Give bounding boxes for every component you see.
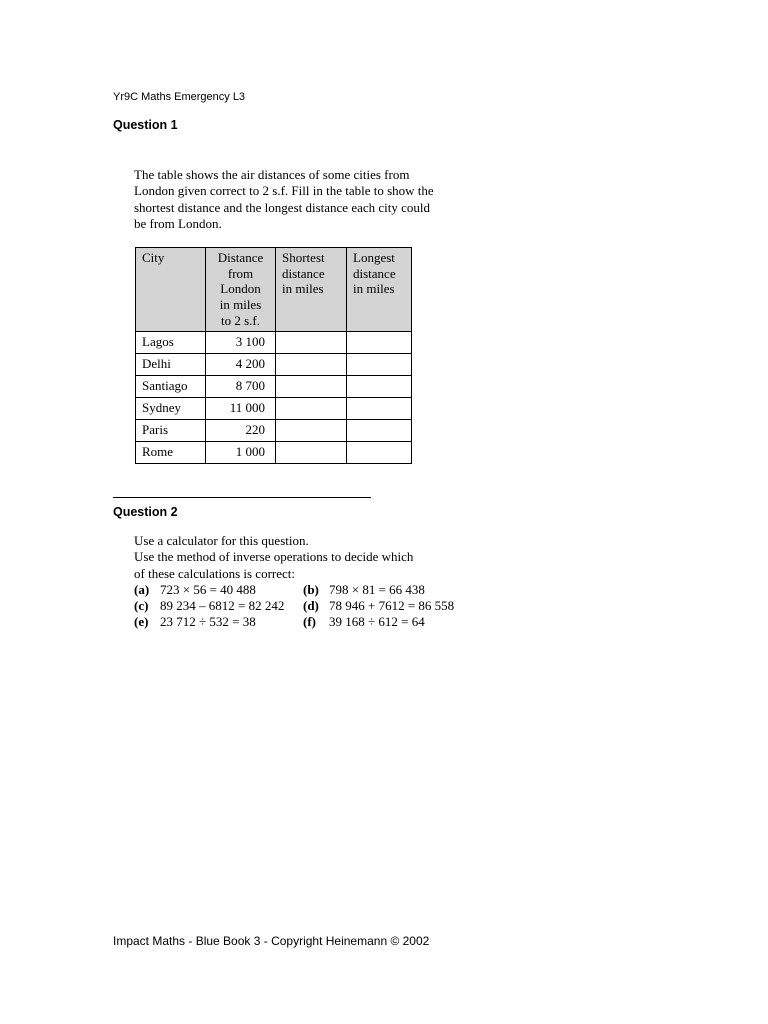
question-1-title: Question 1 — [113, 118, 178, 132]
shortest-answer-cell[interactable] — [276, 353, 347, 375]
longest-answer-cell[interactable] — [347, 331, 412, 353]
table-row — [136, 441, 412, 463]
distance-cell: 8 700 — [206, 375, 276, 397]
header-shortest-line: in miles — [282, 281, 324, 297]
city-cell: Paris — [136, 419, 206, 441]
longest-answer-cell[interactable] — [347, 419, 412, 441]
intro-line: London given correct to 2 s.f. Fill in the table to show the — [134, 183, 434, 199]
calculation-label: (c) — [134, 598, 149, 613]
header-distance-line: in miles — [219, 297, 262, 313]
longest-answer-cell[interactable] — [347, 441, 412, 463]
table-row — [136, 353, 412, 375]
calculation-label: (d) — [303, 598, 319, 613]
calculation-label: (b) — [303, 582, 319, 597]
instruction-line: Use a calculator for this question. — [134, 533, 309, 548]
calculation-c — [134, 598, 284, 614]
document-header: Yr9C Maths Emergency L3 — [113, 91, 246, 103]
shortest-answer-cell[interactable] — [276, 441, 347, 463]
header-distance — [206, 248, 276, 332]
distance-cell: 3 100 — [206, 331, 276, 353]
table-row — [136, 397, 412, 419]
calculation-label: (a) — [134, 582, 150, 597]
shortest-answer-cell[interactable] — [276, 397, 347, 419]
calculation-expression: 798 × 81 = 66 438 — [329, 582, 425, 597]
intro-line: be from London. — [134, 215, 222, 231]
city-cell: Santiago — [136, 375, 206, 397]
instruction-line: of these calculations is correct: — [134, 565, 295, 581]
question-1-intro — [134, 167, 464, 232]
longest-answer-cell[interactable] — [347, 353, 412, 375]
city-cell: Lagos — [136, 331, 206, 353]
city-cell: Delhi — [136, 353, 206, 375]
shortest-answer-cell[interactable] — [276, 375, 347, 397]
shortest-answer-cell[interactable] — [276, 331, 347, 353]
section-divider — [113, 497, 371, 498]
calculation-b — [303, 582, 425, 598]
calculation-e — [134, 614, 256, 630]
calculation-a — [134, 582, 256, 598]
longest-answer-cell[interactable] — [347, 397, 412, 419]
header-shortest-line: Shortest — [282, 250, 325, 265]
header-city: City — [136, 248, 206, 332]
calculation-expression: 39 168 ÷ 612 = 64 — [329, 614, 425, 629]
instruction-line: Use the method of inverse operations to decide which — [134, 549, 414, 565]
header-distance-line: London — [220, 281, 261, 297]
longest-answer-cell[interactable] — [347, 375, 412, 397]
distance-table — [135, 247, 412, 464]
header-distance-line: to 2 s.f. — [221, 312, 260, 328]
calculation-d — [303, 598, 454, 614]
distance-cell: 220 — [206, 419, 276, 441]
intro-line: shortest distance and the longest distance each city could — [134, 199, 431, 215]
question-2-instructions — [134, 533, 413, 582]
calculation-expression: 89 234 – 6812 = 82 242 — [160, 598, 285, 613]
table-row — [136, 375, 412, 397]
header-longest-line: in miles — [353, 281, 395, 297]
calculation-expression: 23 712 ÷ 532 = 38 — [160, 614, 256, 629]
document-footer: Impact Maths - Blue Book 3 - Copyright Heinemann © 2002 — [113, 934, 430, 948]
distance-cell: 1 000 — [206, 441, 276, 463]
header-longest — [347, 248, 412, 332]
distance-cell: 11 000 — [206, 397, 276, 419]
calculation-label: (f) — [303, 614, 316, 629]
header-distance-line: from — [227, 265, 254, 281]
question-2-title: Question 2 — [113, 505, 178, 519]
header-shortest-line: distance — [282, 265, 325, 281]
city-cell: Rome — [136, 441, 206, 463]
calculation-expression: 78 946 + 7612 = 86 558 — [329, 598, 455, 613]
intro-line: The table shows the air distances of some cities from — [134, 167, 410, 182]
calculation-f — [303, 614, 425, 630]
header-longest-line: Longest — [353, 250, 395, 265]
calculation-label: (e) — [134, 614, 149, 629]
table-row — [136, 419, 412, 441]
calculation-expression: 723 × 56 = 40 488 — [160, 582, 256, 597]
table-row — [136, 331, 412, 353]
table-header-row — [136, 248, 412, 332]
shortest-answer-cell[interactable] — [276, 419, 347, 441]
header-distance-line: Distance — [217, 250, 264, 265]
header-shortest — [276, 248, 347, 332]
header-longest-line: distance — [353, 265, 396, 281]
city-cell: Sydney — [136, 397, 206, 419]
distance-cell: 4 200 — [206, 353, 276, 375]
